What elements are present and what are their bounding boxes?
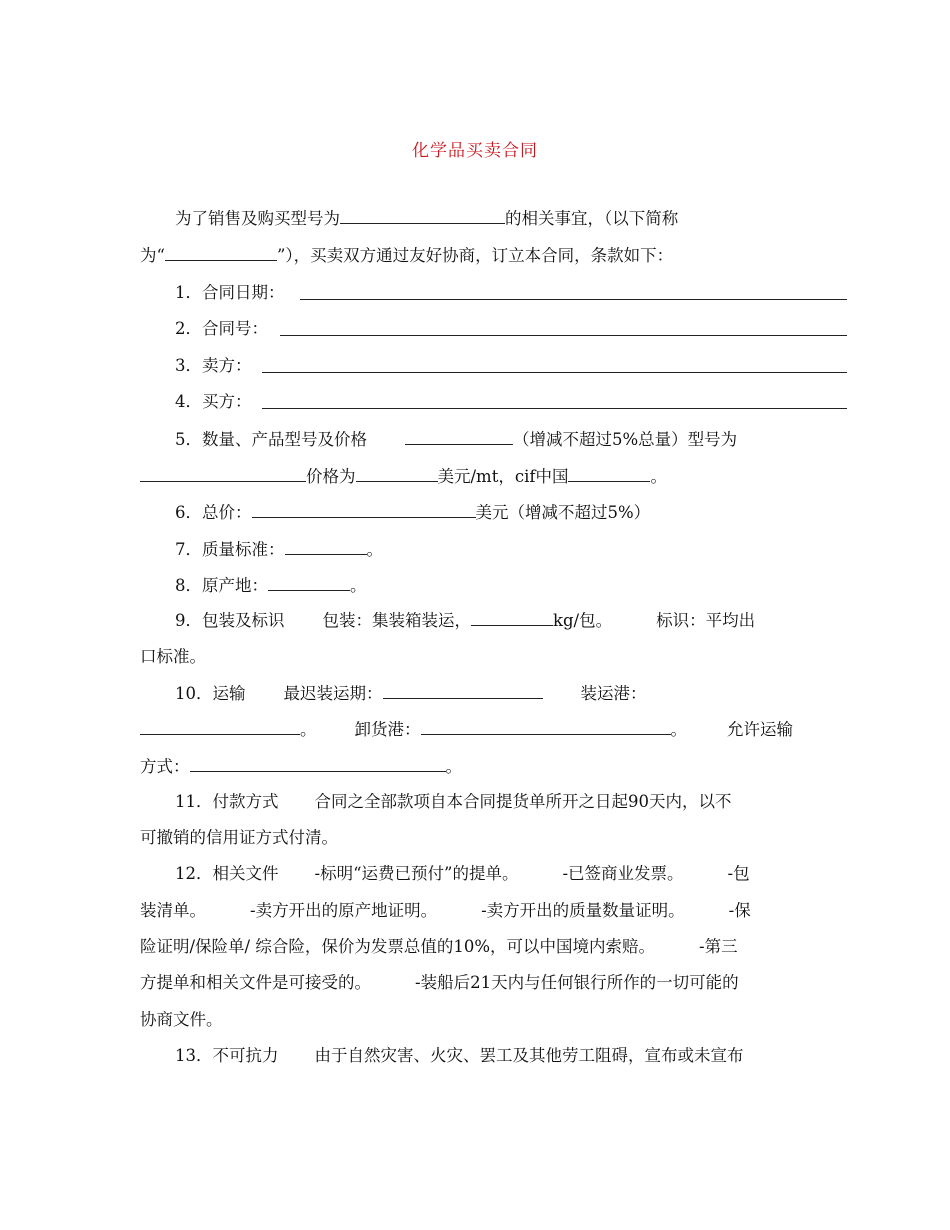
clause-5-label: 5．数量、产品型号及价格: [175, 430, 367, 449]
clause-9-text-b: 包装：集装箱装运，: [322, 611, 471, 630]
clause-12-negotiation-b: 协商文件。: [140, 1010, 223, 1029]
clause-10-text-e: 卸货港：: [354, 720, 421, 739]
clause-9-label: 9．包装及标识: [175, 611, 285, 630]
clause-12-insurance-a: -保: [728, 901, 751, 920]
clause-10-line-1: [140, 681, 847, 705]
total-price-blank: [252, 500, 476, 518]
document-title: 化学品买卖合同: [412, 141, 538, 161]
clause-12-third-party-b: 方提单和相关文件是可接受的。: [140, 973, 371, 992]
clause-12-origin-cert: -卖方开出的原产地证明。: [250, 901, 438, 920]
contract-date-blank: [300, 299, 847, 300]
clause-13-label: 13．不可抗力: [175, 1046, 279, 1065]
clause-9-text-c: kg/包。: [553, 611, 613, 630]
clause-12-line-3: [140, 935, 812, 959]
clause-9-text-e: 口标准。: [140, 647, 206, 666]
transport-mode-blank: [190, 754, 446, 772]
quantity-blank: [405, 427, 513, 445]
clause-7-label: 7．质量标准：: [175, 540, 285, 559]
origin-blank: [268, 573, 350, 591]
clause-12-line-1: [140, 862, 847, 886]
clause-10-text-g: 允许运输: [727, 720, 793, 739]
clause-5-text-e: 。: [650, 467, 667, 486]
clause-10-line-3: [140, 754, 812, 778]
quality-blank: [285, 537, 367, 555]
clause-9-text-d: 标识：平均出: [656, 611, 756, 630]
clause-10-text-c: 装运港：: [580, 684, 647, 703]
clause-11-line-2: [140, 826, 812, 850]
clause-9-line-2: [140, 645, 812, 669]
intro-line-2: [140, 243, 812, 267]
clause-2-contract-number: [140, 317, 847, 341]
intro-line-1: [140, 206, 847, 230]
clause-10-text-b: 最迟装运期：: [283, 684, 383, 703]
clause-1-contract-date: [140, 281, 847, 305]
clause-12-line-5: [140, 1008, 812, 1032]
clause-10-line-2: [140, 717, 812, 741]
model-number-blank: [140, 464, 306, 482]
clause-10-label: 10．运输: [175, 684, 246, 703]
intro-text-a: 为了销售及购买型号为: [175, 209, 340, 228]
clause-8-text-b: 。: [350, 576, 367, 595]
clause-5-text-c: 价格为: [306, 467, 356, 486]
clause-11-text-b: 合同之全部款项自本合同提货单所开之日起90天内，以不: [314, 792, 732, 811]
clause-12-negotiation-a: -装船后21天内与任何银行所作的一切可能的: [415, 973, 739, 992]
clause-4-label: 4．买方：: [175, 392, 252, 411]
clause-11-label: 11．付款方式: [175, 792, 279, 811]
contract-number-blank: [280, 335, 847, 336]
clause-12-quality-cert: -卖方开出的质量数量证明。: [481, 901, 685, 920]
model-blank: [340, 206, 505, 224]
clause-12-third-party-a: -第三: [699, 937, 738, 956]
clause-11-text-c: 可撤销的信用证方式付清。: [140, 828, 338, 847]
clause-3-seller: [140, 354, 847, 378]
clause-10-text-d: 。: [300, 720, 317, 739]
clause-2-label: 2．合同号：: [175, 319, 268, 338]
clause-13-line-1: [140, 1044, 847, 1068]
clause-12-invoice: -已签商业发票。: [562, 864, 684, 883]
clause-6-label: 6．总价：: [175, 503, 252, 522]
clause-10-text-i: 。: [445, 757, 462, 776]
clause-13-text-b: 由于自然灾害、火灾、罢工及其他劳工阻碍，宣布或未宣布: [314, 1046, 744, 1065]
discharge-port-blank: [421, 717, 671, 735]
clause-5-line-2: [140, 464, 812, 488]
clause-12-label: 12．相关文件: [175, 864, 279, 883]
clause-12-bill-of-lading: -标明“运费已预付”的提单。: [314, 864, 519, 883]
intro-text-d: ”），买卖双方通过友好协商，订立本合同，条款如下：: [276, 246, 674, 265]
clause-6-text-b: 美元（增减不超过5%）: [475, 503, 651, 522]
clause-5-text-d: 美元/mt，cif中国: [437, 467, 569, 486]
buyer-blank: [262, 408, 847, 409]
clause-12-line-4: [140, 971, 812, 995]
clause-10-text-h: 方式：: [140, 757, 190, 776]
clause-12-line-2: [140, 899, 812, 923]
clause-5-text-b: （增减不超过5%总量）型号为: [513, 430, 738, 449]
clause-8-label: 8．原产地：: [175, 576, 268, 595]
clause-7-text-b: 。: [366, 540, 383, 559]
clause-12-packing-b: 装清单。: [140, 901, 206, 920]
intro-text-b: 的相关事宜，（以下简称: [505, 209, 679, 228]
clause-5-line-1: [140, 427, 847, 451]
clause-8-origin: [140, 573, 847, 597]
intro-text-c: 为“: [140, 246, 165, 265]
clause-6-total-price: [140, 500, 847, 524]
clause-9-line-1: [140, 608, 847, 632]
clause-12-insurance-b: 险证明/保险单/ 综合险，保价为发票总值的10%，可以中国境内索赔。: [140, 937, 656, 956]
abbreviation-blank: [165, 243, 277, 261]
clause-10-text-f: 。: [670, 720, 687, 739]
seller-blank: [262, 372, 847, 373]
unit-price-blank: [356, 464, 438, 482]
package-weight-blank: [471, 608, 553, 626]
loading-port-blank: [140, 717, 300, 735]
latest-shipment-blank: [383, 681, 543, 699]
clause-12-packing-a: -包: [727, 864, 750, 883]
clause-7-quality: [140, 537, 847, 561]
destination-blank: [568, 464, 650, 482]
clause-3-label: 3．卖方：: [175, 356, 252, 375]
clause-11-line-1: [140, 790, 847, 814]
clause-1-label: 1．合同日期：: [175, 283, 285, 302]
clause-4-buyer: [140, 390, 847, 414]
